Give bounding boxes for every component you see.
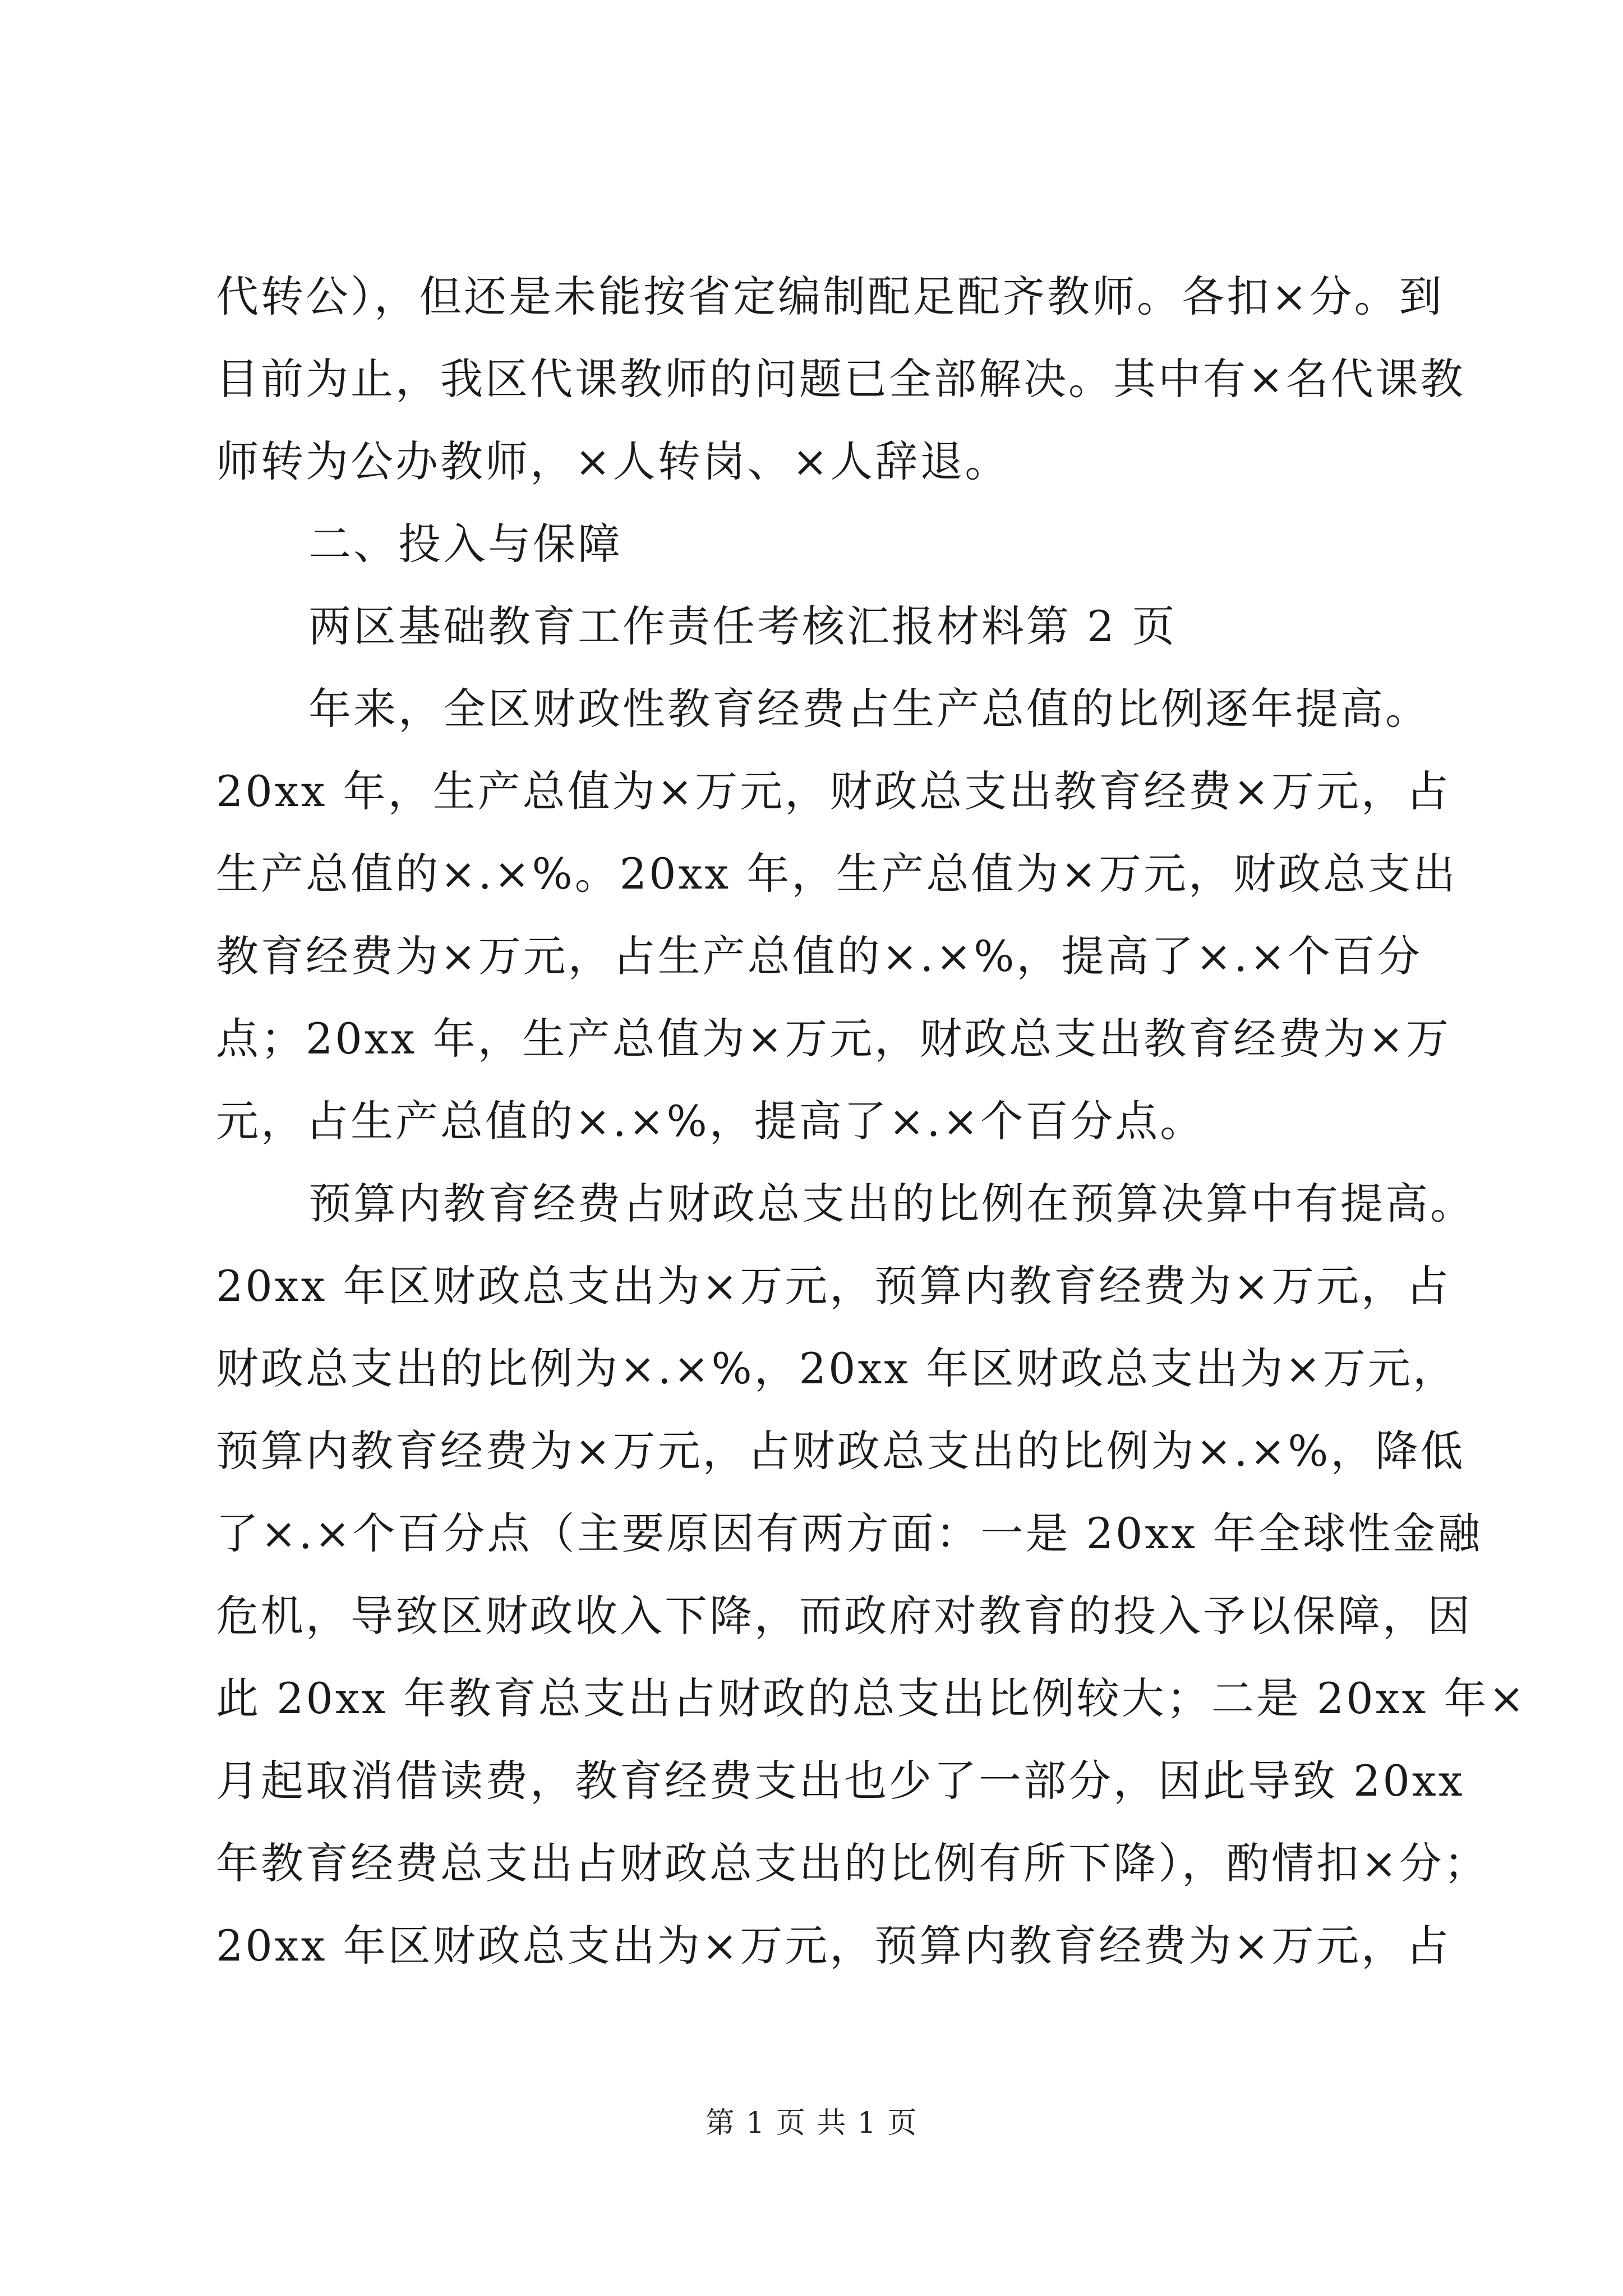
text-line: 年教育经费总支出占财政总支出的比例有所下降），酌情扣×分；	[216, 1838, 1489, 1888]
text-line: 师转为公办教师，×人转岗、×人辞退。	[216, 436, 1010, 486]
text-line: 年来，全区财政性教育经费占生产总值的比例逐年提高。	[308, 684, 1430, 734]
document-body	[216, 255, 1527, 1987]
text-line: 代转公），但还是未能按省定编制配足配齐教师。各扣×分。到	[216, 272, 1444, 321]
text-line: 预算内教育经费占财政总支出的比例在预算决算中有提高。	[308, 1179, 1475, 1228]
text-line: 生产总值的×.×%。20xx 年，生产总值为×万元，财政总支出	[216, 849, 1458, 899]
text-line: 月起取消借读费，教育经费支出也少了一部分，因此导致 20xx	[216, 1756, 1465, 1806]
text-line: 元，占生产总值的×.×%，提高了×.×个百分点。	[216, 1096, 1205, 1146]
text-line: 财政总支出的比例为×.×%，20xx 年区财政总支出为×万元，	[216, 1343, 1458, 1393]
text-line: 20xx 年区财政总支出为×万元，预算内教育经费为×万元，占	[216, 1261, 1451, 1311]
page-footer: 第 1 页 共 1 页	[705, 2106, 918, 2140]
text-line: 此 20xx 年教育总支出占财政的总支出比例较大；二是 20xx 年×	[216, 1673, 1527, 1723]
text-line: 教育经费为×万元，占生产总值的×.×%，提高了×.×个百分	[216, 931, 1422, 981]
text-line: 20xx 年区财政总支出为×万元，预算内教育经费为×万元，占	[216, 1921, 1451, 1971]
text-line: 了×.×个百分点（主要原因有两方面：一是 20xx 年全球性金融	[216, 1508, 1483, 1558]
text-line: 危机，导致区财政收入下降，而政府对教育的投入予以保障，因	[216, 1591, 1472, 1641]
text-line: 目前为止，我区代课教师的问题已全部解决。其中有×名代课教	[216, 354, 1465, 404]
text-line: 点；20xx 年，生产总值为×万元，财政总支出教育经费为×万	[216, 1014, 1451, 1064]
text-line: 二、投入与保障	[308, 519, 623, 569]
text-line: 两区基础教育工作责任考核汇报材料第 2 页	[308, 601, 1177, 651]
text-line: 20xx 年，生产总值为×万元，财政总支出教育经费×万元，占	[216, 766, 1451, 816]
text-line: 预算内教育经费为×万元，占财政总支出的比例为×.×%，降低	[216, 1426, 1465, 1476]
